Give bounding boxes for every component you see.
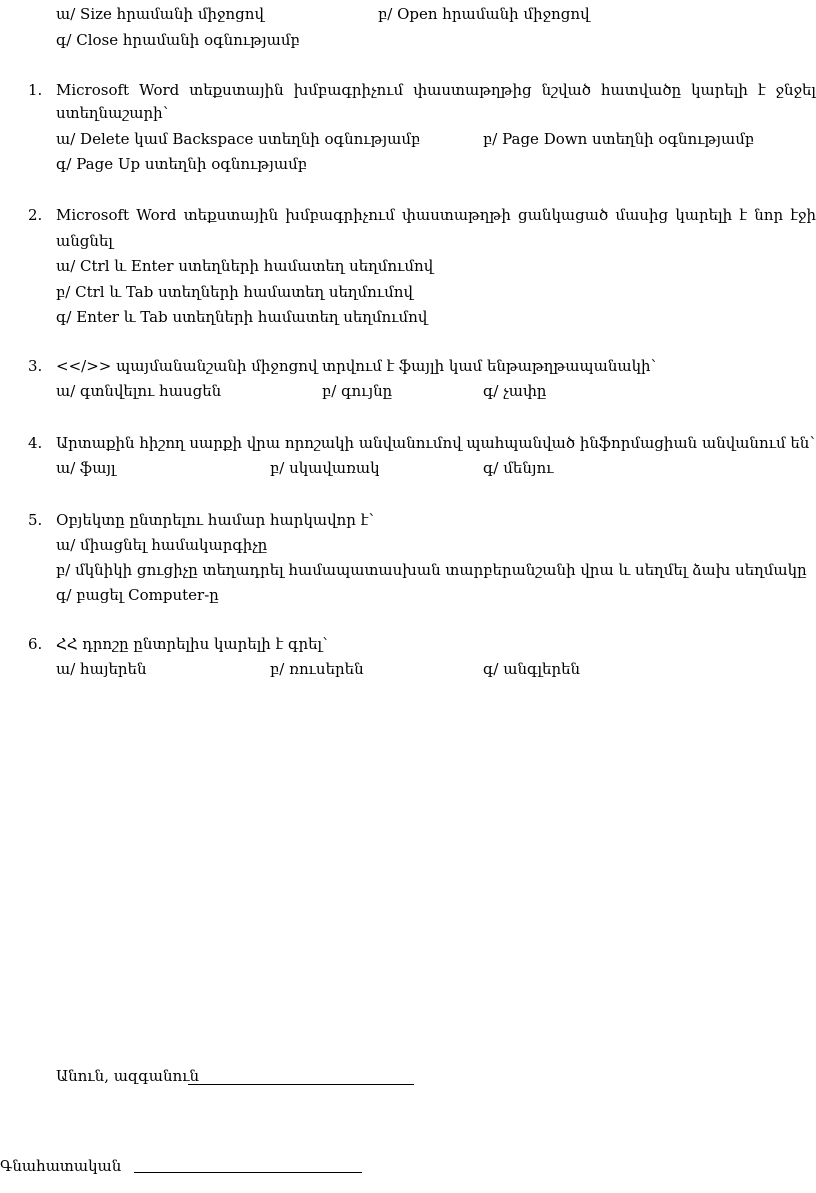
question-text-cont: ստեղնաշարի՝	[56, 104, 169, 122]
option-b: բ/ ռուսերեն	[270, 660, 364, 678]
option-a: ա/ Ctrl և Enter ստեղների համատեղ սեղմումով	[56, 257, 434, 275]
option-c: գ/ Close հրամանի օգնությամբ	[56, 31, 300, 49]
option-b: բ/ Ctrl և Tab ստեղների համատեղ սեղմումով	[56, 283, 413, 301]
option-a: ա/ հայերեն	[56, 660, 147, 678]
question-text: Microsoft Word տեքստային խմբագրիչում փաստաթղթից նշված հատվածը կարելի է ջնջել	[56, 81, 816, 99]
question-number: 3.	[28, 357, 43, 375]
option-b: բ/ Page Down ստեղնի օգնությամբ	[483, 130, 755, 148]
option-a: ա/ Delete կամ Backspace ստեղնի օգնությամբ	[56, 130, 421, 148]
question-number: 6.	[28, 635, 43, 653]
question-number: 4.	[28, 434, 43, 452]
option-b: բ/ գույնը	[322, 382, 393, 400]
option-c: գ/ Enter և Tab ստեղների համատեղ սեղմումով	[56, 308, 428, 326]
question-text: ՀՀ դրոշը ընտրելիս կարելի է գրել՝	[56, 635, 328, 653]
option-a: ա/ գտնվելու հասցեն	[56, 382, 222, 400]
name-label: Անուն, ազգանուն	[56, 1067, 200, 1085]
question-number: 2.	[28, 206, 43, 224]
option-c: գ/ բացել Computer-ը	[56, 586, 219, 604]
question-number: 5.	[28, 511, 43, 529]
option-b: բ/ սկավառակ	[270, 459, 380, 477]
option-a: ա/ միացնել համակարգիչը	[56, 536, 268, 554]
option-a: ա/ ֆայլ	[56, 459, 116, 477]
option-a: ա/ Size հրամանի միջոցով	[56, 5, 264, 23]
option-c: գ/ Page Up ստեղնի օգնությամբ	[56, 155, 308, 173]
question-text: Արտաքին հիշող սարքի վրա որոշակի անվանումով պահպանված ինֆորմացիան անվանում են՝	[56, 434, 815, 452]
option-c: գ/ չափը	[483, 382, 547, 400]
option-b: բ/ մկնիկի ցուցիչը տեղադրել համապատասխան տարբերանշանի վրա և սեղմել ձախ սեղմակը	[56, 561, 807, 579]
option-c: գ/ մենյու	[483, 459, 554, 477]
question-text: Microsoft Word տեքստային խմբագրիչում փաստաթղթի ցանկացած մասից կարելի է նոր էջի	[56, 206, 816, 224]
question-text-cont: անցնել	[56, 232, 113, 250]
name-blank-line[interactable]	[188, 1084, 414, 1085]
question-text: <</>> պայմանանշանի միջոցով տրվում է ֆայլի կամ ենթաթղթապանակի՝	[56, 357, 657, 375]
option-b: բ/ Open հրամանի միջոցով	[378, 5, 590, 23]
grade-blank-line[interactable]	[134, 1172, 362, 1173]
option-c: գ/ անգլերեն	[483, 660, 581, 678]
grade-label: Գնահատական	[0, 1157, 122, 1175]
question-number: 1.	[28, 81, 43, 99]
question-text: Օբյեկտը ընտրելու համար հարկավոր է՝	[56, 511, 374, 529]
